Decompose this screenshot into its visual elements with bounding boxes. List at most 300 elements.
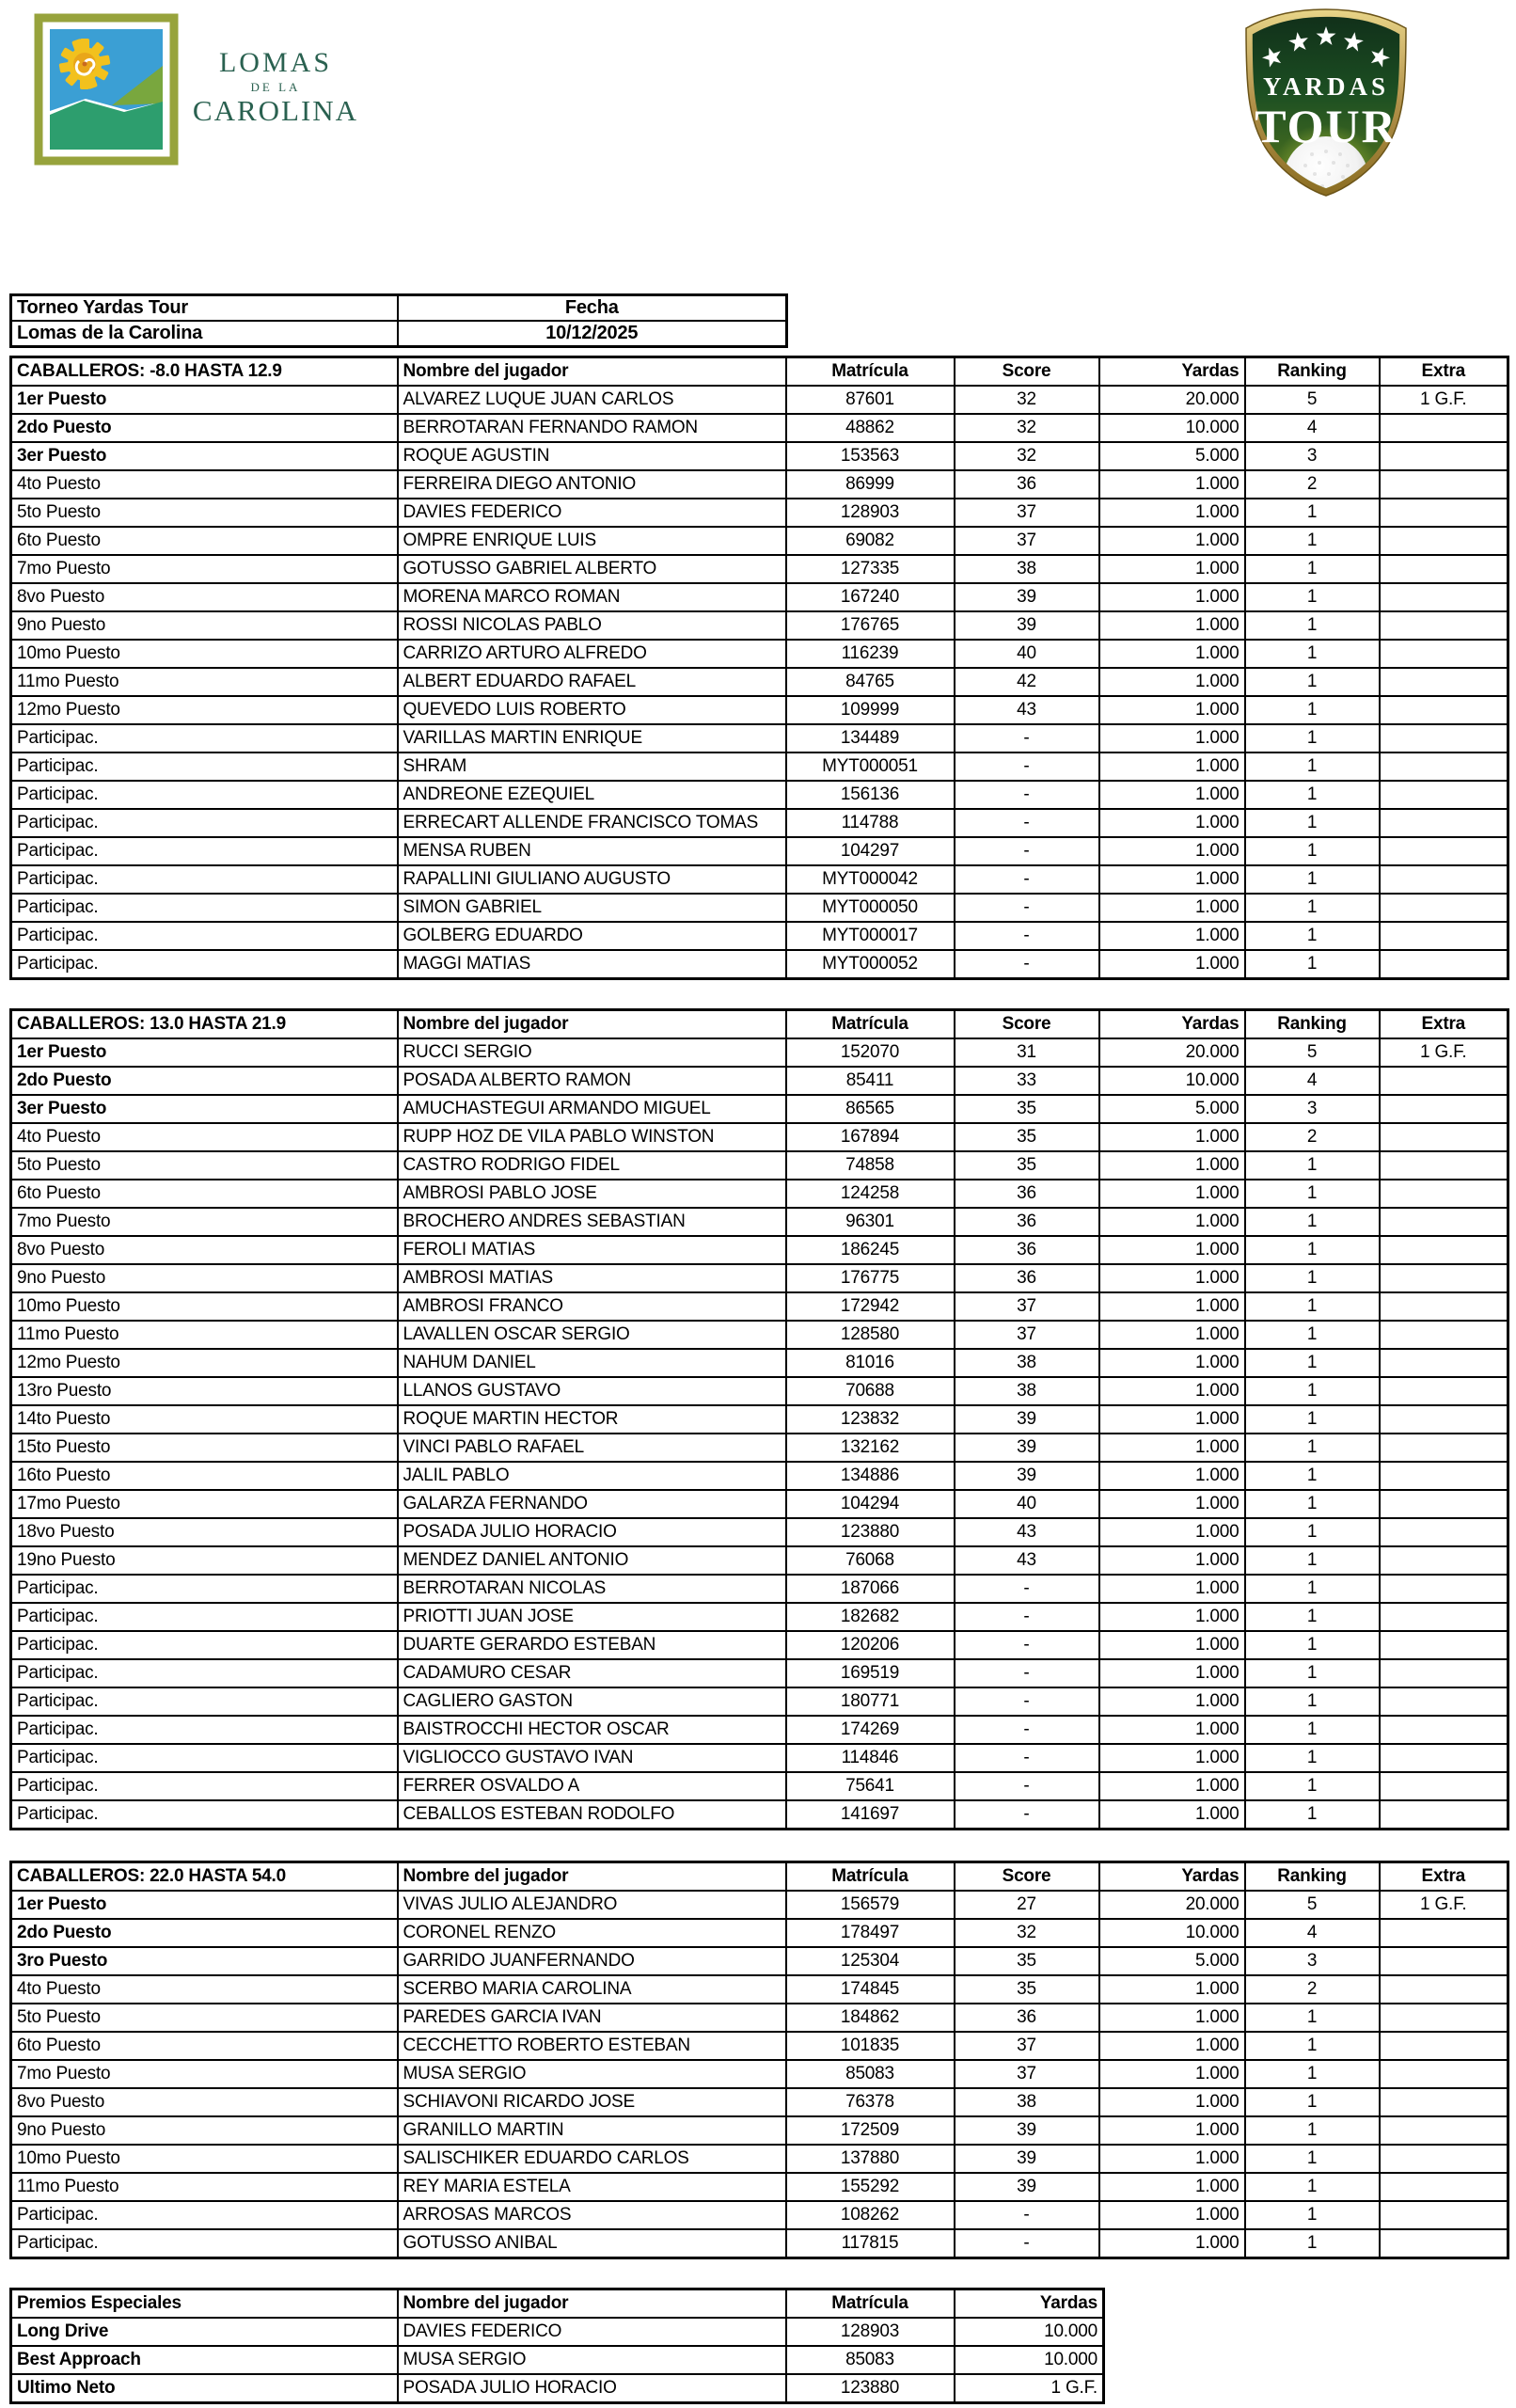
player-name-cell: ALVAREZ LUQUE JUAN CARLOS bbox=[398, 386, 786, 414]
col-header-ranking: Ranking bbox=[1245, 1010, 1380, 1039]
ranking-cell: 4 bbox=[1245, 1919, 1380, 1947]
extra-cell bbox=[1380, 1659, 1508, 1687]
yardas-cell: 1.000 bbox=[1099, 1490, 1245, 1518]
extra-cell bbox=[1380, 696, 1508, 724]
player-name-cell: CARRIZO ARTURO ALFREDO bbox=[398, 640, 786, 668]
table-row bbox=[11, 1180, 1508, 1208]
score-cell: - bbox=[955, 922, 1099, 950]
score-cell: 37 bbox=[955, 2060, 1099, 2088]
yardas-cell: 1.000 bbox=[1099, 1123, 1245, 1151]
yardas-cell: 20.000 bbox=[1099, 1038, 1245, 1067]
ranking-cell: 3 bbox=[1245, 1095, 1380, 1123]
score-cell: - bbox=[955, 752, 1099, 781]
extra-cell bbox=[1380, 2173, 1508, 2201]
table-row bbox=[11, 640, 1508, 668]
score-cell: 35 bbox=[955, 1947, 1099, 1975]
yardas-cell: 1.000 bbox=[1099, 724, 1245, 752]
matricula-cell: 75641 bbox=[786, 1772, 955, 1800]
matricula-cell: 127335 bbox=[786, 555, 955, 583]
matricula-cell: 156579 bbox=[786, 1891, 955, 1919]
matricula-cell: MYT000051 bbox=[786, 752, 955, 781]
score-cell: - bbox=[955, 2201, 1099, 2229]
ranking-cell: 1 bbox=[1245, 724, 1380, 752]
table-row bbox=[11, 922, 1508, 950]
col-header-matricula: Matrícula bbox=[786, 357, 955, 387]
score-cell: 40 bbox=[955, 1490, 1099, 1518]
yardas-cell: 10.000 bbox=[1099, 414, 1245, 442]
position-cell: 9no Puesto bbox=[11, 2116, 398, 2145]
yardas-cell: 1.000 bbox=[1099, 2116, 1245, 2145]
extra-cell bbox=[1380, 1800, 1508, 1830]
player-name-cell: GOTUSSO ANIBAL bbox=[398, 2229, 786, 2258]
score-cell: 43 bbox=[955, 696, 1099, 724]
table-row bbox=[11, 1716, 1508, 1744]
position-cell: 5to Puesto bbox=[11, 2004, 398, 2032]
position-cell: 6to Puesto bbox=[11, 2032, 398, 2060]
extra-cell bbox=[1380, 1434, 1508, 1462]
results-table-1 bbox=[9, 356, 1509, 980]
position-cell: Participac. bbox=[11, 950, 398, 979]
position-cell: Participac. bbox=[11, 2201, 398, 2229]
score-cell: 37 bbox=[955, 499, 1099, 527]
player-name-cell: GALARZA FERNANDO bbox=[398, 1490, 786, 1518]
matricula-cell: 70688 bbox=[786, 1377, 955, 1405]
header-row bbox=[11, 1010, 1508, 1039]
matricula-cell: 76068 bbox=[786, 1546, 955, 1575]
ranking-cell: 1 bbox=[1245, 668, 1380, 696]
results-table-3 bbox=[9, 1861, 1509, 2259]
ranking-cell: 1 bbox=[1245, 1264, 1380, 1292]
yardas-cell: 1.000 bbox=[1099, 527, 1245, 555]
table-row bbox=[11, 1377, 1508, 1405]
extra-cell bbox=[1380, 752, 1508, 781]
matricula-cell: MYT000052 bbox=[786, 950, 955, 979]
score-cell: 39 bbox=[955, 2173, 1099, 2201]
ranking-cell: 1 bbox=[1245, 2116, 1380, 2145]
score-cell: - bbox=[955, 781, 1099, 809]
position-cell: 18vo Puesto bbox=[11, 1518, 398, 1546]
extra-cell: 1 G.F. bbox=[1380, 386, 1508, 414]
score-cell: 35 bbox=[955, 1151, 1099, 1180]
position-cell: 4to Puesto bbox=[11, 1975, 398, 2004]
matricula-cell: 123880 bbox=[786, 2374, 955, 2403]
yardas-cell: 10.000 bbox=[1099, 1919, 1245, 1947]
position-cell: 16to Puesto bbox=[11, 1462, 398, 1490]
col-header-yardas: Yardas bbox=[955, 2289, 1104, 2319]
position-cell: Participac. bbox=[11, 865, 398, 894]
position-cell: 11mo Puesto bbox=[11, 668, 398, 696]
player-name-cell: NAHUM DANIEL bbox=[398, 1349, 786, 1377]
extra-cell bbox=[1380, 1377, 1508, 1405]
player-name-cell: SCERBO MARIA CAROLINA bbox=[398, 1975, 786, 2004]
player-name-cell: VINCI PABLO RAFAEL bbox=[398, 1434, 786, 1462]
yardas-cell: 5.000 bbox=[1099, 1947, 1245, 1975]
score-cell: 39 bbox=[955, 2116, 1099, 2145]
yardas-cell: 1.000 bbox=[1099, 2173, 1245, 2201]
yardas-cell: 20.000 bbox=[1099, 1891, 1245, 1919]
extra-cell bbox=[1380, 1716, 1508, 1744]
extra-cell bbox=[1380, 611, 1508, 640]
table-row bbox=[11, 1919, 1508, 1947]
score-cell: 43 bbox=[955, 1546, 1099, 1575]
matricula-cell: 74858 bbox=[786, 1151, 955, 1180]
extra-cell bbox=[1380, 668, 1508, 696]
yardas-cell: 10.000 bbox=[955, 2346, 1104, 2374]
score-cell: 36 bbox=[955, 1208, 1099, 1236]
player-name-cell: CORONEL RENZO bbox=[398, 1919, 786, 1947]
table-row bbox=[11, 724, 1508, 752]
matricula-cell: 87601 bbox=[786, 386, 955, 414]
ranking-cell: 3 bbox=[1245, 442, 1380, 470]
position-cell: 9no Puesto bbox=[11, 1264, 398, 1292]
ranking-cell: 1 bbox=[1245, 922, 1380, 950]
matricula-cell: 172942 bbox=[786, 1292, 955, 1321]
player-name-cell: RUPP HOZ DE VILA PABLO WINSTON bbox=[398, 1123, 786, 1151]
col-header-matricula: Matrícula bbox=[786, 1010, 955, 1039]
yardas-cell: 1.000 bbox=[1099, 1321, 1245, 1349]
col-header-matricula: Matrícula bbox=[786, 1862, 955, 1892]
matricula-cell: 169519 bbox=[786, 1659, 955, 1687]
yardas-cell: 1.000 bbox=[1099, 2201, 1245, 2229]
table-row bbox=[11, 894, 1508, 922]
position-cell: 4to Puesto bbox=[11, 470, 398, 499]
score-cell: 39 bbox=[955, 1405, 1099, 1434]
table-row bbox=[11, 470, 1508, 499]
matricula-cell: 134886 bbox=[786, 1462, 955, 1490]
extra-cell bbox=[1380, 1575, 1508, 1603]
player-name-cell: REY MARIA ESTELA bbox=[398, 2173, 786, 2201]
position-cell: Participac. bbox=[11, 837, 398, 865]
player-name-cell: DUARTE GERARDO ESTEBAN bbox=[398, 1631, 786, 1659]
col-header-player-name: Nombre del jugador bbox=[398, 1862, 786, 1892]
extra-cell bbox=[1380, 922, 1508, 950]
score-cell: 37 bbox=[955, 1292, 1099, 1321]
score-cell: - bbox=[955, 837, 1099, 865]
table-row bbox=[11, 1631, 1508, 1659]
col-header-extra: Extra bbox=[1380, 1010, 1508, 1039]
player-name-cell: CECCHETTO ROBERTO ESTEBAN bbox=[398, 2032, 786, 2060]
position-cell: 3er Puesto bbox=[11, 442, 398, 470]
ranking-cell: 1 bbox=[1245, 1659, 1380, 1687]
matricula-cell: 174845 bbox=[786, 1975, 955, 2004]
player-name-cell: VIVAS JULIO ALEJANDRO bbox=[398, 1891, 786, 1919]
yardas-cell: 5.000 bbox=[1099, 442, 1245, 470]
matricula-cell: 152070 bbox=[786, 1038, 955, 1067]
yardas-cell: 1.000 bbox=[1099, 470, 1245, 499]
player-name-cell: QUEVEDO LUIS ROBERTO bbox=[398, 696, 786, 724]
extra-cell bbox=[1380, 414, 1508, 442]
yardas-cell: 1.000 bbox=[1099, 1687, 1245, 1716]
ranking-cell: 4 bbox=[1245, 414, 1380, 442]
score-cell: 42 bbox=[955, 668, 1099, 696]
col-header-yardas: Yardas bbox=[1099, 357, 1245, 387]
score-cell: 38 bbox=[955, 555, 1099, 583]
yardas-cell: 10.000 bbox=[955, 2318, 1104, 2346]
yardas-cell: 1.000 bbox=[1099, 837, 1245, 865]
score-cell: 40 bbox=[955, 640, 1099, 668]
matricula-cell: MYT000050 bbox=[786, 894, 955, 922]
player-name-cell: BERROTARAN NICOLAS bbox=[398, 1575, 786, 1603]
yardas-cell: 1.000 bbox=[1099, 1744, 1245, 1772]
extra-cell bbox=[1380, 950, 1508, 979]
yardas-cell: 1.000 bbox=[1099, 555, 1245, 583]
lomas-word-2: DE LA bbox=[250, 80, 301, 94]
position-cell: 14to Puesto bbox=[11, 1405, 398, 1434]
matricula-cell: 85411 bbox=[786, 1067, 955, 1095]
ranking-cell: 1 bbox=[1245, 1434, 1380, 1462]
score-cell: - bbox=[955, 1687, 1099, 1716]
score-cell: 36 bbox=[955, 2004, 1099, 2032]
col-header-extra: Extra bbox=[1380, 1862, 1508, 1892]
position-cell: 5to Puesto bbox=[11, 499, 398, 527]
matricula-cell: 86565 bbox=[786, 1095, 955, 1123]
matricula-cell: 86999 bbox=[786, 470, 955, 499]
ranking-cell: 1 bbox=[1245, 1151, 1380, 1180]
matricula-cell: 48862 bbox=[786, 414, 955, 442]
col-header-matricula: Matrícula bbox=[786, 2289, 955, 2319]
yardas-cell: 1.000 bbox=[1099, 1462, 1245, 1490]
score-cell: 32 bbox=[955, 386, 1099, 414]
player-name-cell: VIGLIOCCO GUSTAVO IVAN bbox=[398, 1744, 786, 1772]
position-cell: Ultimo Neto bbox=[11, 2374, 398, 2403]
position-cell: 12mo Puesto bbox=[11, 696, 398, 724]
col-header-score: Score bbox=[955, 1010, 1099, 1039]
player-name-cell: AMBROSI PABLO JOSE bbox=[398, 1180, 786, 1208]
player-name-cell: SALISCHIKER EDUARDO CARLOS bbox=[398, 2145, 786, 2173]
yardas-cell: 1.000 bbox=[1099, 922, 1245, 950]
matricula-cell: 156136 bbox=[786, 781, 955, 809]
table-row bbox=[11, 1891, 1508, 1919]
score-cell: 39 bbox=[955, 611, 1099, 640]
col-header-yardas: Yardas bbox=[1099, 1862, 1245, 1892]
extra-cell bbox=[1380, 1919, 1508, 1947]
score-cell: - bbox=[955, 1716, 1099, 1744]
col-header-player-name: Nombre del jugador bbox=[398, 2289, 786, 2319]
yardas-cell: 1.000 bbox=[1099, 894, 1245, 922]
matricula-cell: 182682 bbox=[786, 1603, 955, 1631]
position-cell: Participac. bbox=[11, 1744, 398, 1772]
matricula-cell: 174269 bbox=[786, 1716, 955, 1744]
col-header-player-name: Nombre del jugador bbox=[398, 357, 786, 387]
ranking-cell: 1 bbox=[1245, 837, 1380, 865]
player-name-cell: GRANILLO MARTIN bbox=[398, 2116, 786, 2145]
player-name-cell: FERRER OSVALDO A bbox=[398, 1772, 786, 1800]
position-cell: 3er Puesto bbox=[11, 1095, 398, 1123]
score-cell: - bbox=[955, 1772, 1099, 1800]
position-cell: Participac. bbox=[11, 1631, 398, 1659]
tournament-info-table bbox=[9, 293, 788, 348]
matricula-cell: 180771 bbox=[786, 1687, 955, 1716]
extra-cell bbox=[1380, 1405, 1508, 1434]
position-cell: 2do Puesto bbox=[11, 1067, 398, 1095]
matricula-cell: 76378 bbox=[786, 2088, 955, 2116]
yardas-cell: 1 G.F. bbox=[955, 2374, 1104, 2403]
player-name-cell: AMUCHASTEGUI ARMANDO MIGUEL bbox=[398, 1095, 786, 1123]
position-cell: 7mo Puesto bbox=[11, 555, 398, 583]
fecha-value: 10/12/2025 bbox=[398, 321, 787, 347]
ranking-cell: 1 bbox=[1245, 950, 1380, 979]
extra-cell bbox=[1380, 724, 1508, 752]
table-row bbox=[11, 2032, 1508, 2060]
position-cell: 17mo Puesto bbox=[11, 1490, 398, 1518]
ranking-cell: 2 bbox=[1245, 1975, 1380, 2004]
matricula-cell: 186245 bbox=[786, 1236, 955, 1264]
tournament-name: Torneo Yardas Tour bbox=[11, 295, 398, 322]
extra-cell bbox=[1380, 470, 1508, 499]
lomas-logo-wordmark bbox=[182, 49, 370, 125]
table-row bbox=[11, 1067, 1508, 1095]
yardas-cell: 1.000 bbox=[1099, 1180, 1245, 1208]
table-row bbox=[11, 1349, 1508, 1377]
extra-cell bbox=[1380, 1744, 1508, 1772]
ranking-cell: 1 bbox=[1245, 1236, 1380, 1264]
table-row bbox=[11, 1462, 1508, 1490]
table-row bbox=[11, 1772, 1508, 1800]
yardas-cell: 1.000 bbox=[1099, 809, 1245, 837]
ranking-cell: 1 bbox=[1245, 809, 1380, 837]
player-name-cell: PRIOTTI JUAN JOSE bbox=[398, 1603, 786, 1631]
matricula-cell: 137880 bbox=[786, 2145, 955, 2173]
ranking-cell: 1 bbox=[1245, 894, 1380, 922]
player-name-cell: ALBERT EDUARDO RAFAEL bbox=[398, 668, 786, 696]
player-name-cell: GOLBERG EDUARDO bbox=[398, 922, 786, 950]
table-row bbox=[11, 386, 1508, 414]
extra-cell bbox=[1380, 442, 1508, 470]
matricula-cell: 109999 bbox=[786, 696, 955, 724]
yardas-cell: 1.000 bbox=[1099, 1975, 1245, 2004]
ranking-cell: 1 bbox=[1245, 1405, 1380, 1434]
matricula-cell: 187066 bbox=[786, 1575, 955, 1603]
extra-cell bbox=[1380, 2116, 1508, 2145]
player-name-cell: AMBROSI FRANCO bbox=[398, 1292, 786, 1321]
position-cell: Participac. bbox=[11, 781, 398, 809]
player-name-cell: MUSA SERGIO bbox=[398, 2060, 786, 2088]
matricula-cell: 176775 bbox=[786, 1264, 955, 1292]
yardas-cell: 1.000 bbox=[1099, 1292, 1245, 1321]
position-cell: 10mo Puesto bbox=[11, 640, 398, 668]
matricula-cell: 117815 bbox=[786, 2229, 955, 2258]
yardas-cell: 1.000 bbox=[1099, 1772, 1245, 1800]
yardas-cell: 1.000 bbox=[1099, 1434, 1245, 1462]
position-cell: Best Approach bbox=[11, 2346, 398, 2374]
table-row bbox=[11, 2145, 1508, 2173]
yardas-cell: 1.000 bbox=[1099, 781, 1245, 809]
table-row bbox=[11, 1546, 1508, 1575]
venue-name: Lomas de la Carolina bbox=[11, 321, 398, 347]
player-name-cell: RAPALLINI GIULIANO AUGUSTO bbox=[398, 865, 786, 894]
extra-cell bbox=[1380, 1947, 1508, 1975]
section-title: CABALLEROS: 13.0 HASTA 21.9 bbox=[11, 1010, 398, 1039]
table-row bbox=[11, 1518, 1508, 1546]
score-cell: 37 bbox=[955, 1321, 1099, 1349]
ranking-cell: 5 bbox=[1245, 386, 1380, 414]
score-cell: 43 bbox=[955, 1518, 1099, 1546]
score-cell: 31 bbox=[955, 1038, 1099, 1067]
table-row bbox=[11, 2318, 1104, 2346]
table-row bbox=[11, 1603, 1508, 1631]
matricula-cell: 176765 bbox=[786, 611, 955, 640]
player-name-cell: SHRAM bbox=[398, 752, 786, 781]
table-row bbox=[11, 2088, 1508, 2116]
table-row bbox=[11, 295, 787, 322]
table-row bbox=[11, 950, 1508, 979]
ranking-cell: 1 bbox=[1245, 865, 1380, 894]
score-cell: - bbox=[955, 1744, 1099, 1772]
table-row bbox=[11, 414, 1508, 442]
ranking-cell: 1 bbox=[1245, 781, 1380, 809]
score-cell: - bbox=[955, 865, 1099, 894]
matricula-cell: MYT000017 bbox=[786, 922, 955, 950]
player-name-cell: GOTUSSO GABRIEL ALBERTO bbox=[398, 555, 786, 583]
extra-cell bbox=[1380, 499, 1508, 527]
player-name-cell: CADAMURO CESAR bbox=[398, 1659, 786, 1687]
extra-cell bbox=[1380, 837, 1508, 865]
table-row bbox=[11, 2346, 1104, 2374]
score-cell: 38 bbox=[955, 2088, 1099, 2116]
matricula-cell: 104294 bbox=[786, 1490, 955, 1518]
yardas-cell: 1.000 bbox=[1099, 1518, 1245, 1546]
matricula-cell: 128903 bbox=[786, 2318, 955, 2346]
position-cell: Participac. bbox=[11, 1800, 398, 1830]
player-name-cell: FEROLI MATIAS bbox=[398, 1236, 786, 1264]
extra-cell bbox=[1380, 1975, 1508, 2004]
col-header-player-name: Nombre del jugador bbox=[398, 1010, 786, 1039]
yardas-cell: 20.000 bbox=[1099, 386, 1245, 414]
yardas-cell: 1.000 bbox=[1099, 1546, 1245, 1575]
yardas-cell: 10.000 bbox=[1099, 1067, 1245, 1095]
position-cell: 6to Puesto bbox=[11, 527, 398, 555]
position-cell: 2do Puesto bbox=[11, 1919, 398, 1947]
extra-cell: 1 G.F. bbox=[1380, 1891, 1508, 1919]
extra-cell bbox=[1380, 1236, 1508, 1264]
table-row bbox=[11, 1575, 1508, 1603]
position-cell: 7mo Puesto bbox=[11, 1208, 398, 1236]
matricula-cell: 123880 bbox=[786, 1518, 955, 1546]
player-name-cell: DAVIES FEDERICO bbox=[398, 499, 786, 527]
table-row bbox=[11, 1038, 1508, 1067]
table-row bbox=[11, 1236, 1508, 1264]
table-row bbox=[11, 1800, 1508, 1830]
yardas-cell: 1.000 bbox=[1099, 2088, 1245, 2116]
position-cell: 5to Puesto bbox=[11, 1151, 398, 1180]
score-cell: 39 bbox=[955, 1462, 1099, 1490]
yardas-cell: 1.000 bbox=[1099, 668, 1245, 696]
ranking-cell: 1 bbox=[1245, 611, 1380, 640]
position-cell: 1er Puesto bbox=[11, 1038, 398, 1067]
player-name-cell: SCHIAVONI RICARDO JOSE bbox=[398, 2088, 786, 2116]
matricula-cell: 104297 bbox=[786, 837, 955, 865]
score-cell: 38 bbox=[955, 1377, 1099, 1405]
section-title: CABALLEROS: 22.0 HASTA 54.0 bbox=[11, 1862, 398, 1892]
section-title: Premios Especiales bbox=[11, 2289, 398, 2319]
position-cell: 8vo Puesto bbox=[11, 2088, 398, 2116]
ranking-cell: 1 bbox=[1245, 2032, 1380, 2060]
yardas-cell: 1.000 bbox=[1099, 1208, 1245, 1236]
position-cell: 6to Puesto bbox=[11, 1180, 398, 1208]
table-row bbox=[11, 442, 1508, 470]
position-cell: Participac. bbox=[11, 2229, 398, 2258]
table-row bbox=[11, 752, 1508, 781]
matricula-cell: 124258 bbox=[786, 1180, 955, 1208]
ranking-cell: 1 bbox=[1245, 1546, 1380, 1575]
ranking-cell: 1 bbox=[1245, 1292, 1380, 1321]
position-cell: 12mo Puesto bbox=[11, 1349, 398, 1377]
position-cell: 15to Puesto bbox=[11, 1434, 398, 1462]
matricula-cell: 128580 bbox=[786, 1321, 955, 1349]
yardas-cell: 1.000 bbox=[1099, 583, 1245, 611]
position-cell: Participac. bbox=[11, 1687, 398, 1716]
ranking-cell: 1 bbox=[1245, 696, 1380, 724]
